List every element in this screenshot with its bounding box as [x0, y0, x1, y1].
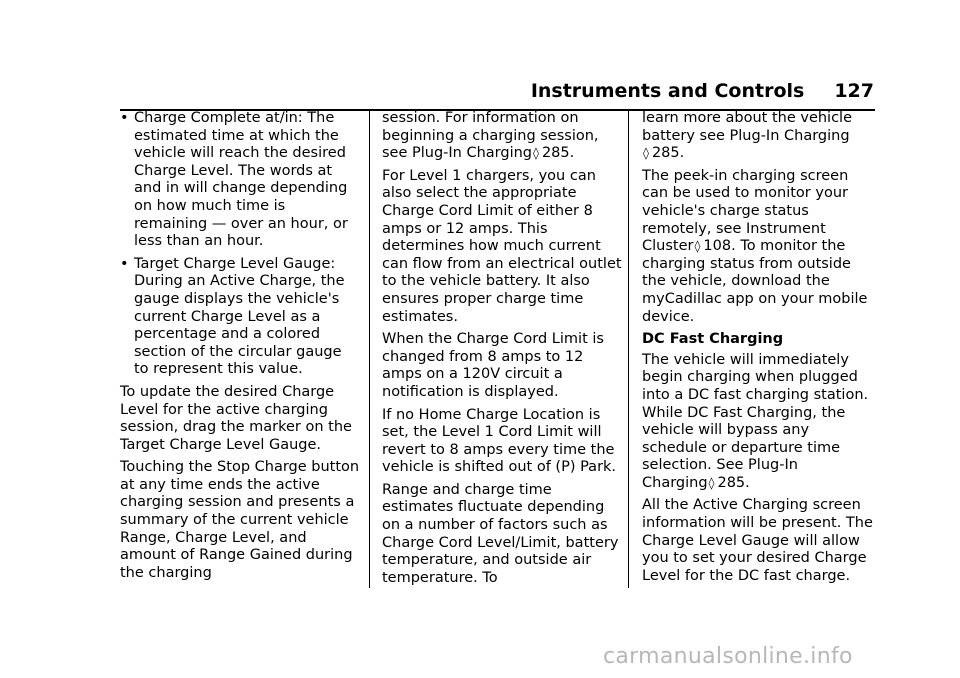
- paragraph: The peek-in charging screen can be used to monitor your vehicle's charge status remotely, see Instrument Cluster◊ 108. To monitor the charging status from outside the vehicle, download the myCadillac app on your mobile device.: [642, 167, 868, 325]
- subheading: DC Fast Charging: [642, 331, 784, 348]
- column-2: [382, 110, 622, 592]
- page-reference-icon: ◊: [533, 146, 539, 161]
- paragraph: If no Home Charge Location is set, the Level 1 Cord Limit will revert to 8 amps every time the vehicle is shifted out of (P) Park.: [382, 406, 617, 476]
- section-title: Instruments and Controls: [530, 80, 805, 102]
- page-reference[interactable]: 285.: [651, 145, 685, 162]
- page-reference-icon: ◊: [694, 239, 701, 254]
- page-reference-icon: ◊: [643, 146, 649, 161]
- bullet-icon: •: [120, 255, 129, 272]
- page-header: [531, 80, 874, 102]
- page-reference-icon: ◊: [708, 475, 715, 490]
- page-reference[interactable]: 285.: [541, 145, 575, 162]
- column-divider: [369, 110, 370, 588]
- column-1: [120, 110, 360, 587]
- watermark: carmanualsonline.info: [603, 644, 853, 669]
- list-item: [120, 256, 360, 384]
- paragraph: For Level 1 chargers, you can also select the appropriate Charge Cord Limit of either 8 amps or 12 amps. This determines how much current can flow from an electrical outlet to the vehicle battery. It also ensures proper charge time estimates.: [382, 167, 622, 325]
- bullet-icon: •: [120, 110, 129, 126]
- paragraph: To update the desired Charge Level for the active charging session, drag the marker on the Target Charge Level Gauge.: [120, 383, 352, 453]
- page-reference[interactable]: 285.: [717, 474, 750, 491]
- paragraph: The vehicle will immediately begin charging when plugged into a DC fast charging station. While DC Fast Charging, the vehicle will bypass any schedule or departure time selection. See Plug-In Charging◊ 285.: [642, 351, 869, 491]
- paragraph: Touching the Stop Charge button at any time ends the active charging session and presents a summary of the current vehicle Range, Charge Level, and amount of Range Gained during the charging: [120, 459, 360, 581]
- paragraph: session. For information on beginning a charging session, see Plug-In Charging◊ 285.: [382, 110, 599, 162]
- charge-complete-text: Charge Complete at/in: The estimated time at which the vehicle will reach the desired Charge Level. The words at and in will change depending on how much time is remaining — over an hour, or less than an hour.: [134, 110, 348, 250]
- paragraph: learn more about the vehicle battery see Plug-In Charging ◊ 285.: [642, 110, 853, 162]
- column-3: [642, 110, 876, 590]
- paragraph: All the Active Charging screen information will be present. The Charge Level Gauge will allow you to set your desired Charge Level for the DC fast charge.: [642, 497, 873, 584]
- paragraph: Range and charge time estimates fluctuate depending on a number of factors such as Charge Cord Level/Limit, battery temperature, and outside air temperature. To: [382, 481, 619, 586]
- target-gauge-text: Target Charge Level Gauge: During an Active Charge, the gauge displays the vehicle's current Charge Level as a percentage and a colored section of the circular gauge to represent this value.: [134, 255, 345, 378]
- column-divider: [628, 110, 629, 588]
- page-reference[interactable]: 108.: [703, 238, 736, 255]
- page-number: 127: [834, 80, 874, 102]
- paragraph: When the Charge Cord Limit is changed from 8 amps to 12 amps on a 120V circuit a notification is displayed.: [382, 331, 604, 400]
- list-item: [120, 110, 360, 256]
